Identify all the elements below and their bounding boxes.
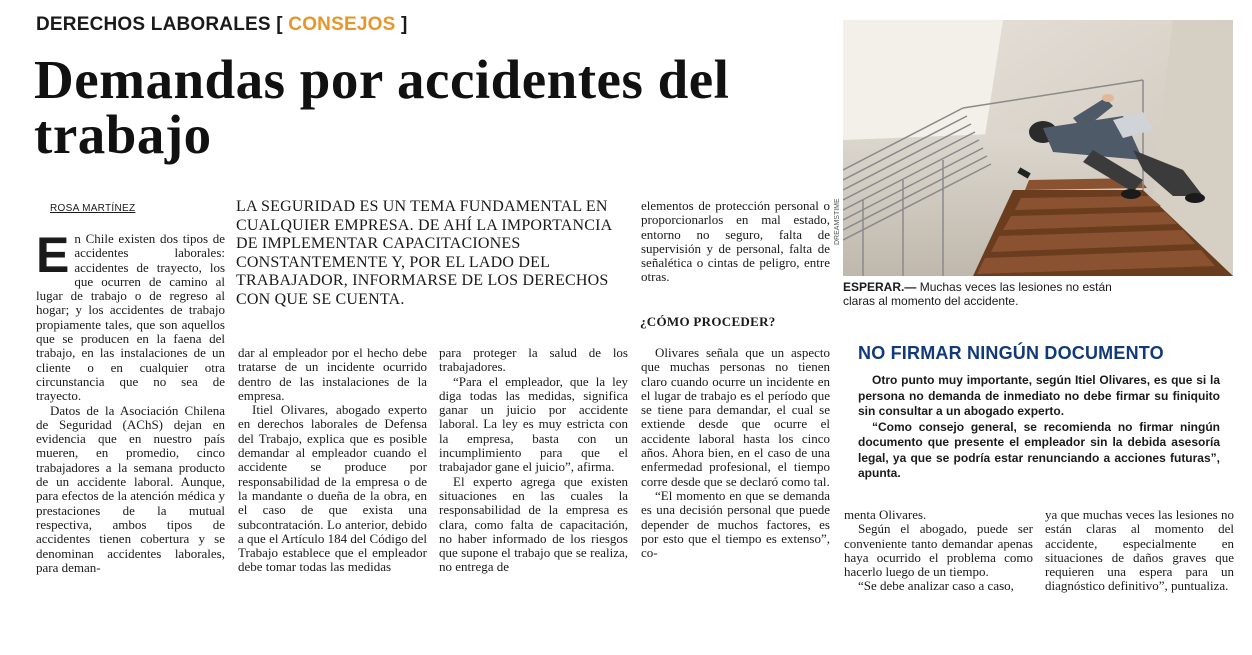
col1-paragraph-2: Datos de la Asociación Chilena de Seguridad (AChS) dejan en evidencia que en nuestro país mueren, en promedio, cinco trabajadores a la semana producto de un accidente laboral. Aunque, para efectos de la atención médica y prestaciones de la mutual respectiva, ambos tipos de accidentes tienen cobertura y se denominan accidentes laborales, para deman- — [36, 402, 225, 575]
box-paragraph-1: Otro punto muy importante, según Itiel Olivares, es que si la persona no demanda de inmediato no debe firmar su finiquito sin consultar a un abogado experto. — [858, 373, 1220, 418]
col3-paragraph-1: para proteger la salud de los trabajadores. — [439, 345, 628, 375]
col2-paragraph-1: dar al empleador por el hecho debe tratarse de un incidente ocurrido dentro de las instalaciones de la empresa. — [238, 345, 427, 403]
column-6 — [1045, 508, 1234, 594]
column-4-top — [641, 199, 830, 285]
section-accent: CONSEJOS — [288, 14, 396, 35]
byline: ROSA MARTÍNEZ — [50, 203, 136, 214]
photo-stair-fall — [843, 20, 1233, 276]
photo-illustration — [843, 20, 1233, 276]
column-4 — [641, 346, 830, 560]
section-label: DERECHOS LABORALES [ CONSEJOS ] — [36, 14, 408, 35]
col5-paragraph-1: menta Olivares. — [844, 507, 927, 522]
box-text — [858, 373, 1220, 482]
column-5 — [844, 508, 1033, 594]
column-1 — [36, 227, 225, 575]
col5-paragraph-2: Según el abogado, puede ser conveniente tanto demandar apenas haya ocurrido el problema como hacerlo luego de un tiempo. — [844, 521, 1033, 580]
column-2 — [238, 346, 427, 575]
col1-paragraph-1: En Chile existen dos tipos de accidentes laborales: accidentes de trayecto, los que ocurren de camino al lugar de trabajo o de regreso al hogar; y los accidentes de trabajo propiamente tales, que son aquellos que se producen en la faena del trabajo, en las instalaciones de un cliente o en cualquier otra circunstancia que no sea de trayecto. — [36, 227, 225, 404]
column-3 — [439, 346, 628, 575]
photo-caption: ESPERAR.— Muchas veces las lesiones no están claras al momento del accidente. — [843, 280, 1112, 308]
col4-paragraph-1: Olivares señala que un aspecto que muchas personas no tienen claro cuando ocurre un incidente en el lugar de trabajo es el período que se tiene para demandar, el cual se extiende desde que ocurre el accidente laboral hasta los cinco años. Ahora bien, en el caso de una enfermedad profesional, el tiempo corre desde que se declaró como tal. — [641, 345, 830, 489]
col5-paragraph-3: “Se debe analizar caso a caso, — [858, 578, 1014, 594]
col3-paragraph-2: “Para el empleador, que la ley diga todas las medidas, significa ganar un juicio por accidente laboral. La ley es muy estricta con la empresa, basta con un incumplimiento para que el trabajador gane el juicio”, afirma. — [439, 373, 628, 475]
col4-paragraph-2: “El momento en que se demanda es una decisión personal que puede depender de muchos factores, es por esto que el tiempo es extenso”, co- — [641, 487, 830, 561]
box-title: NO FIRMAR NINGÚN DOCUMENTO — [858, 343, 1164, 363]
subhead-como-proceder: ¿CÓMO PROCEDER? — [640, 314, 776, 329]
col2-paragraph-2: Itiel Olivares, abogado experto en derechos laborales de Defensa del Trabajo, explica que es posible demandar al empleador cuando el accidente se produce por responsabilidad de la empresa o de la mandante o dueña de la obra, en el caso de que exista una subcontratación. Lo anterior, debido a que el Artículo 184 del Código del Trabajo establece que el empleador debe tomar todas las medidas — [238, 402, 427, 575]
lead-paragraph: LA SEGURIDAD ES UN TEMA FUNDAMENTAL EN CUALQUIER EMPRESA. DE AHÍ LA IMPORTANCIA DE IMPLEMENTAR CAPACITACIONES CONSTANTEMENTE Y, POR EL LADO DEL TRABAJADOR, INFORMARSE DE LOS DERECHOS CON QUE SE CUENTA. — [236, 198, 612, 308]
headline: Demandas por accidentes del trabajo — [34, 49, 730, 165]
box-paragraph-2: “Como consejo general, se recomienda no firmar ningún documento que presente el empleador sin la debida asesoría legal, ya que se podría estar renunciando a acciones futuras”, apunta. — [858, 419, 1220, 480]
col6-paragraph: ya que muchas veces las lesiones no están claras al momento del accidente, especialmente en situaciones de daños graves que requieren una espera para un diagnóstico definitivo”, puntualiza. — [1045, 507, 1234, 594]
photo-credit: DREAMSTIME — [834, 198, 841, 245]
caption-label: ESPERAR.— — [843, 280, 917, 294]
col4-top-paragraph: elementos de protección personal o proporcionarlos en mal estado, entorno no seguro, falta de supervisión y de personal, falta de señalética o cintas de peligro, entre otras. — [641, 198, 830, 285]
col3-paragraph-3: El experto agrega que existen situaciones en las cuales la responsabilidad de la empresa es clara, como falta de capacitación, no haber informado de los riesgos que supone el trabajo que se realiza, no entrega de — [439, 473, 628, 575]
drop-cap: E — [36, 227, 70, 283]
